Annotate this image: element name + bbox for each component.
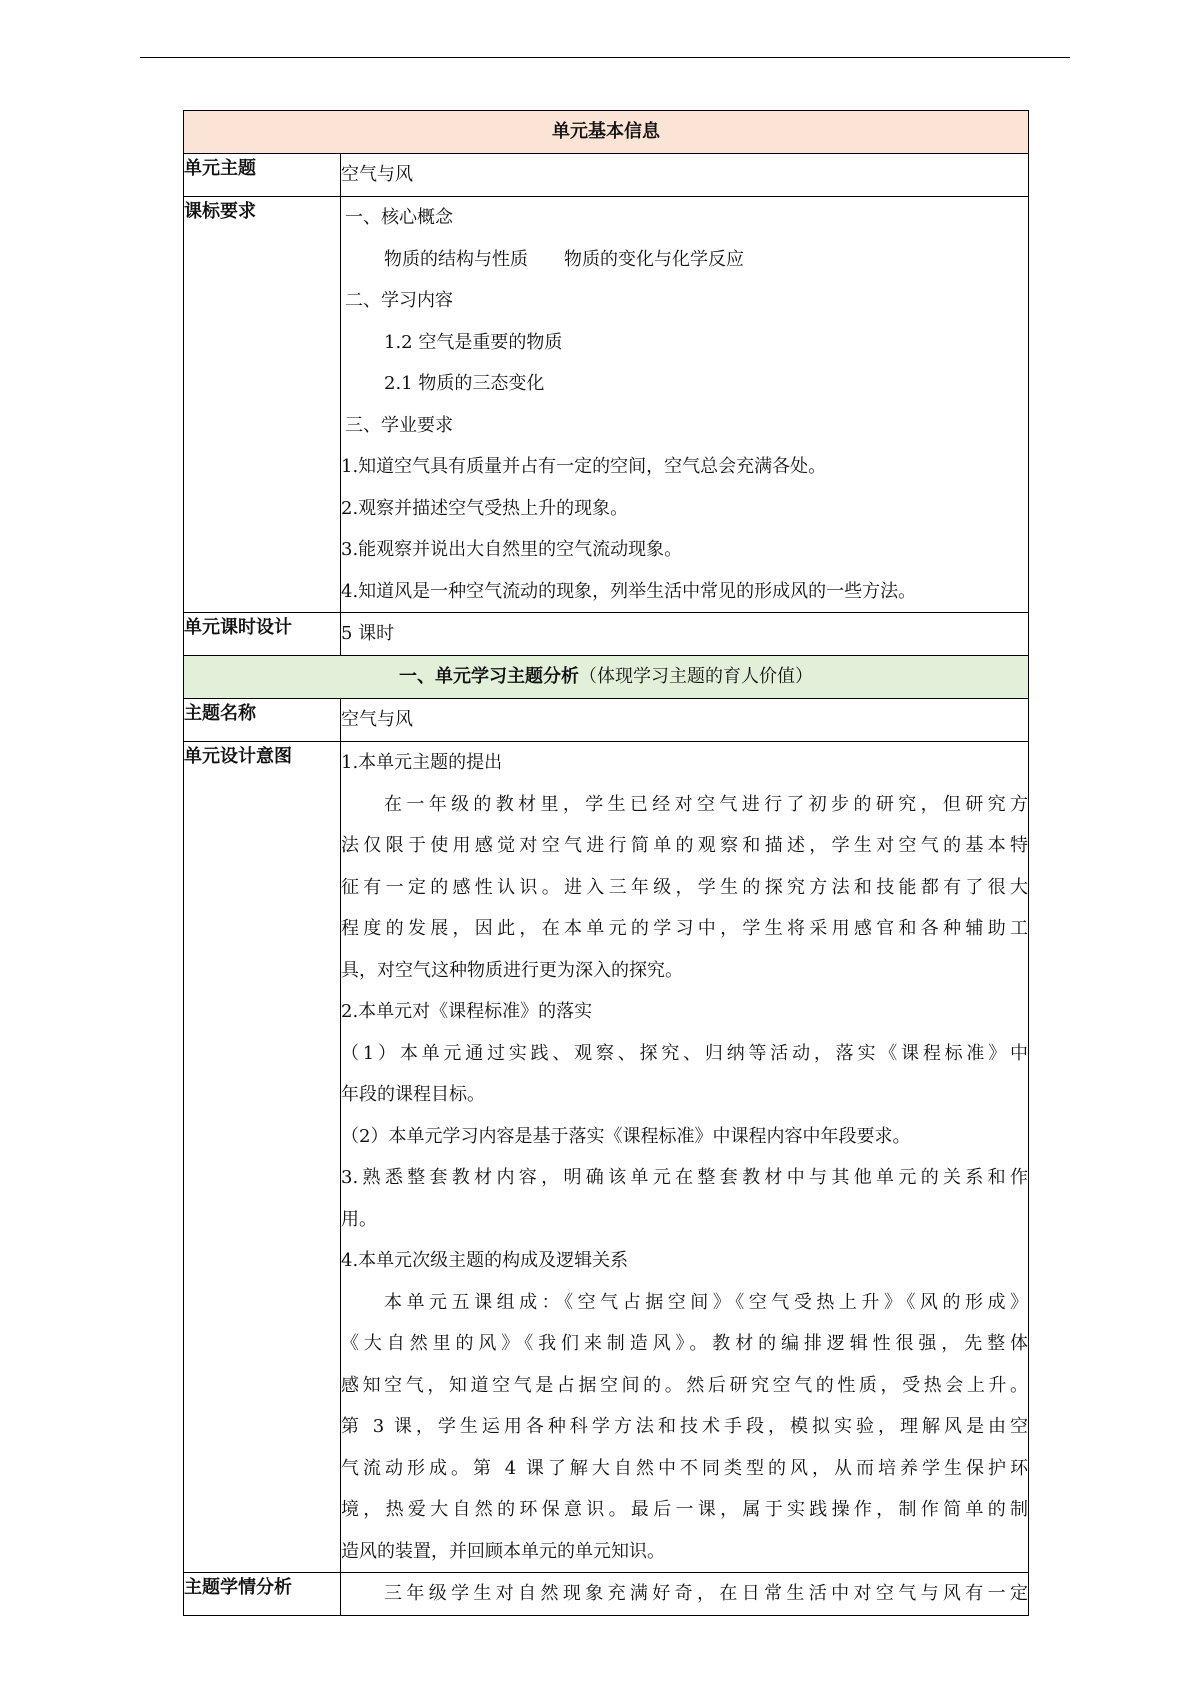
unit-info-header: 单元基本信息 [184, 111, 1029, 154]
standard-line: 2.1 物质的三态变化 [384, 373, 545, 394]
learner-analysis-text: 三年级学生对自然现象充满好奇，在日常生活中对空气与风有一定 [384, 1583, 1028, 1604]
standard-line: 一、核心概念 [345, 207, 453, 228]
standard-line: 4.知道风是一种空气流动的现象，列举生活中常见的形成风的一些方法。 [341, 580, 917, 602]
intent-line: 气流动形成。第 4 课了解大自然中不同类型的风，从而培养学生保护环 [341, 1457, 1028, 1479]
theme-analysis-header [184, 656, 1029, 699]
design-intent-row [184, 742, 1029, 1573]
intent-line: （2）本单元学习内容是基于落实《课程标准》中课程内容中年段要求。 [341, 1125, 911, 1147]
design-intent-label: 单元设计意图 [184, 742, 341, 1573]
intent-line: 具，对空气这种物质进行更为深入的探究。 [341, 959, 683, 981]
theme-analysis-header-row [184, 656, 1029, 699]
intent-line: 境，热爱大自然的环保意识。最后一课，属于实践操作，制作简单的制 [341, 1499, 1028, 1520]
standard-line: 2.观察并描述空气受热上升的现象。 [341, 497, 629, 519]
intent-line: 4.本单元次级主题的构成及逻辑关系 [341, 1250, 629, 1271]
curriculum-standard-label: 课标要求 [184, 197, 341, 613]
curriculum-standard-row [184, 197, 1029, 613]
design-intent-content [341, 742, 1029, 1573]
intent-line: 感知空气，知道空气是占据空间的。然后研究空气的性质，受热会上升。 [341, 1374, 1028, 1396]
theme-name-value: 空气与风 [341, 709, 413, 730]
intent-line: 造风的装置，并回顾本单元的单元知识。 [341, 1540, 665, 1562]
learner-analysis-label: 主题学情分析 [184, 1573, 341, 1616]
unit-theme-label: 单元主题 [184, 154, 341, 197]
standard-line: 三、学业要求 [345, 414, 453, 436]
intent-line: 用。 [341, 1208, 377, 1230]
lesson-design-row [184, 613, 1029, 656]
standard-line: 二、学习内容 [345, 290, 453, 311]
lesson-design-value: 5 课时 [341, 623, 395, 644]
intent-line: 1.本单元主题的提出 [341, 752, 503, 773]
unit-design-table [183, 110, 1029, 1616]
intent-line: 第 3 课，学生运用各种科学方法和技术手段，模拟实验，理解风是由空 [341, 1416, 1028, 1437]
intent-line: 3.熟悉整套教材内容，明确该单元在整套教材中与其他单元的关系和作 [341, 1167, 1028, 1188]
unit-theme-value: 空气与风 [341, 164, 413, 185]
intent-line: 在一年级的教材里，学生已经对空气进行了初步的研究，但研究方 [384, 793, 1028, 815]
intent-line: 程度的发展，因此，在本单元的学习中，学生将采用感官和各种辅助工 [341, 918, 1028, 939]
curriculum-standard-content [341, 197, 1029, 613]
intent-line: 本单元五课组成：《空气占据空间》《空气受热上升》《风的形成》 [384, 1291, 1028, 1313]
lesson-design-label: 单元课时设计 [184, 613, 341, 656]
intent-line: 《大自然里的风》《我们来制造风》。教材的编排逻辑性很强，先整体 [341, 1333, 1028, 1354]
unit-info-header-row [184, 111, 1029, 154]
intent-line: 法仅限于使用感觉对空气进行简单的观察和描述，学生对空气的基本特 [341, 835, 1028, 856]
intent-line: （1）本单元通过实践、观察、探究、归纳等活动，落实《课程标准》中 [341, 1042, 1028, 1064]
theme-analysis-note: （体现学习主题的育人价值） [579, 666, 813, 687]
theme-analysis-title: 一、单元学习主题分析 [399, 666, 579, 687]
theme-name-label: 主题名称 [184, 699, 341, 742]
intent-line: 2.本单元对《课程标准》的落实 [341, 1001, 593, 1022]
intent-line: 年段的课程目标。 [341, 1084, 485, 1105]
intent-line: 征有一定的感性认识。进入三年级，学生的探究方法和技能都有了很大 [341, 876, 1028, 898]
standard-line: 1.2 空气是重要的物质 [384, 331, 563, 353]
standard-line: 3.能观察并说出大自然里的空气流动现象。 [341, 539, 683, 560]
unit-theme-row [184, 154, 1029, 197]
standard-line: 物质的结构与性质 物质的变化与化学反应 [384, 248, 744, 270]
theme-name-row [184, 699, 1029, 742]
standard-line: 1.知道空气具有质量并占有一定的空间，空气总会充满各处。 [341, 456, 827, 477]
page-header-rule [140, 57, 1070, 58]
learner-analysis-row [184, 1573, 1029, 1616]
